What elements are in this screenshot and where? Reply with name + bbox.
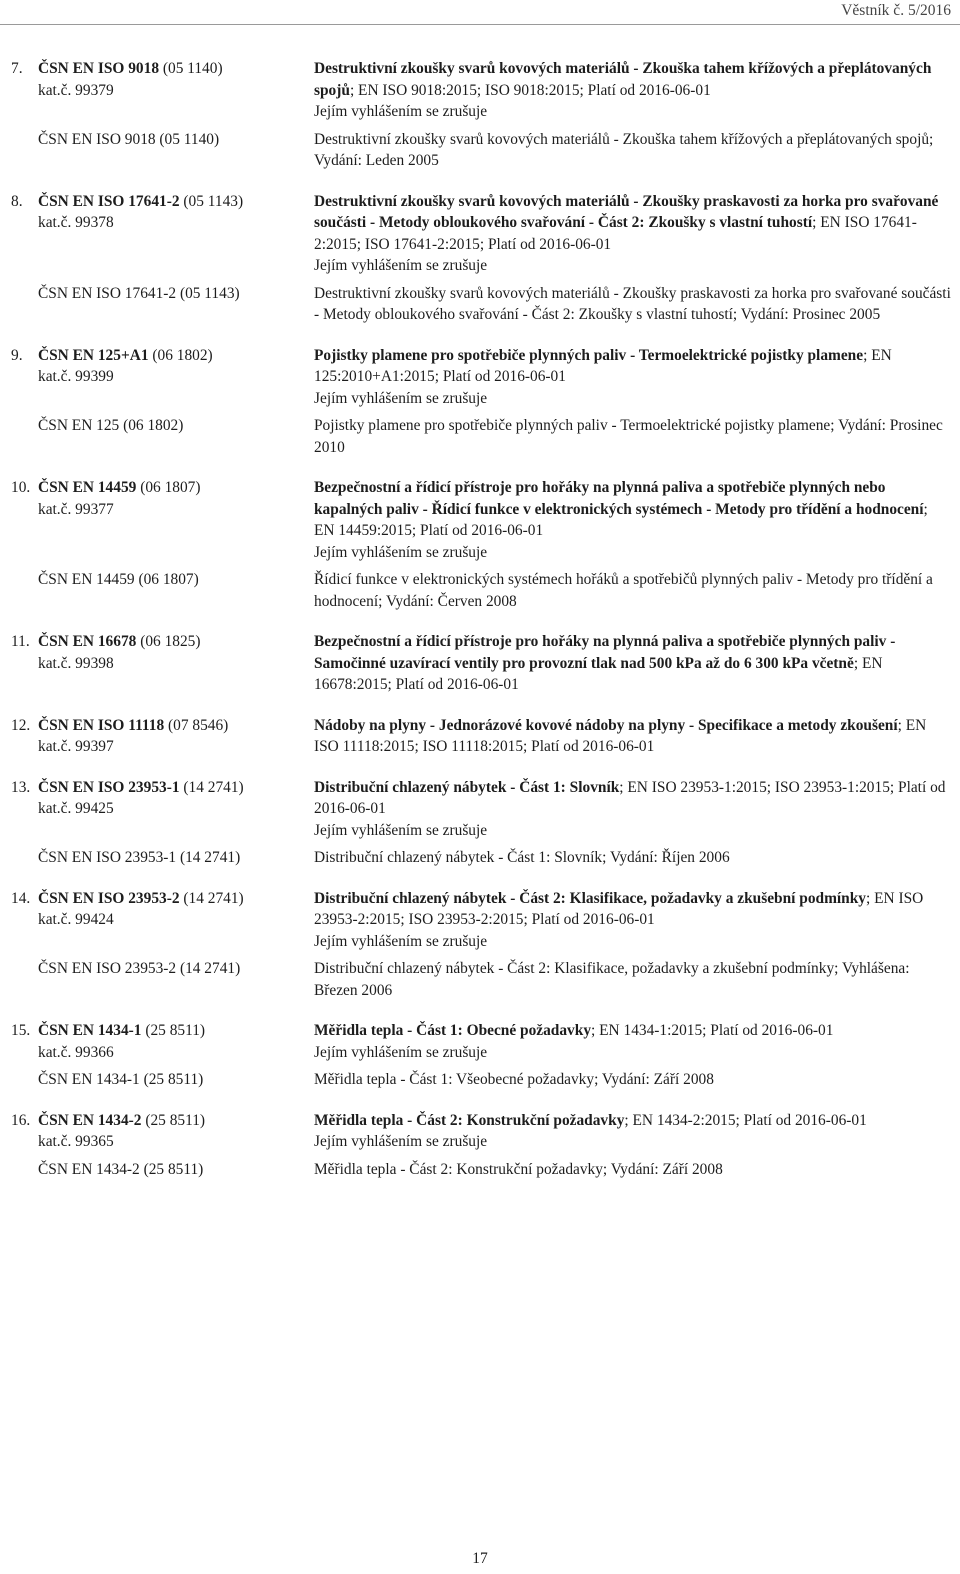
catalog-number: kat.č. 99398 [38, 654, 114, 672]
new-standard-code-line [0, 1110, 314, 1132]
entry-number: 7. [11, 60, 23, 77]
new-standard-code: ČSN EN ISO 23953-1 [38, 778, 180, 796]
new-standard-class: (06 1825) [140, 633, 201, 650]
replaced-standard-row [0, 1069, 960, 1091]
standard-entry [0, 715, 960, 758]
new-standard-class: (06 1802) [152, 346, 213, 364]
new-standard-code-line [0, 345, 314, 367]
new-standard-id [0, 191, 314, 277]
new-standard-text [314, 715, 960, 758]
replaced-standard-description: Pojistky plamene pro spotřebiče plynných paliv - Termoelektrické pojistky plamene; Vydání: Prosinec 2010 [314, 417, 943, 456]
new-standard-text [314, 1110, 960, 1153]
new-standard-class: (05 1143) [183, 192, 244, 210]
entry-number: 16. [11, 1111, 31, 1129]
new-standard-text [314, 777, 960, 842]
standard-details: ; EN 16678:2015; Platí od 2016-06-01 [314, 654, 883, 693]
replaces-note: Jejím vyhlášením se zrušuje [314, 543, 488, 561]
standard-entry [0, 631, 960, 696]
standard-entry [0, 477, 960, 612]
replaces-note: Jejím vyhlášením se zrušuje [314, 257, 488, 274]
new-standard-class: (25 8511) [145, 1111, 206, 1129]
standard-title: Destruktivní zkoušky svarů kovových materiálů - Zkoušky praskavosti za horka pro svařované součásti - Metody obloukového svařování - Část 2: Zkoušky s vlastní tuhostí [314, 192, 939, 231]
replaced-standard-id [0, 1159, 314, 1181]
replaced-standard-code: ČSN EN ISO 9018 (05 1140) [38, 130, 220, 148]
page-number: 17 [472, 1550, 488, 1567]
new-standard-code: ČSN EN ISO 11118 [38, 716, 165, 734]
standard-title: Destruktivní zkoušky svarů kovových materiálů - Zkouška tahem křížových a přeplátovaných spojů [314, 60, 932, 99]
standard-details: ; EN ISO 9018:2015; ISO 9018:2015; Platí od 2016-06-01 [349, 81, 711, 99]
entry-number: 11. [11, 633, 30, 650]
replaced-standard-code: ČSN EN 125 (06 1802) [38, 417, 184, 434]
replaced-standard-id [0, 958, 314, 1001]
new-standard-class: (14 2741) [183, 889, 244, 907]
standard-entry [0, 58, 960, 172]
new-standard-id [0, 58, 314, 123]
journal-issue-title: Věstník č. 5/2016 [841, 2, 951, 19]
replaces-note: Jejím vyhlášením se zrušuje [314, 103, 488, 120]
replaced-standard-description: Destruktivní zkoušky svarů kovových materiálů - Zkoušky praskavosti za horka pro svařované součásti - Metody obloukového svařování - Část 2: Zkoušky s vlastní tuhostí; Vydání: Prosinec 2005 [314, 284, 951, 323]
new-standard-text [314, 345, 960, 410]
entry-number: 14. [11, 889, 31, 907]
catalog-number: kat.č. 99366 [38, 1043, 114, 1061]
replaced-standard-code: ČSN EN ISO 23953-1 (14 2741) [38, 849, 241, 866]
new-standard-id [0, 1020, 314, 1063]
replaced-standard-code: ČSN EN 14459 (06 1807) [38, 571, 199, 588]
new-standard-row [0, 1020, 960, 1063]
entry-number: 10. [11, 479, 31, 496]
entry-number: 13. [11, 778, 31, 796]
new-standard-code: ČSN EN ISO 9018 [38, 60, 160, 77]
new-standard-class: (25 8511) [145, 1022, 206, 1039]
replaced-standard-row [0, 415, 960, 458]
standard-details: ; EN ISO 23953-1:2015; ISO 23953-1:2015; Platí od 2016-06-01 [314, 778, 946, 817]
new-standard-row [0, 888, 960, 953]
replaced-standard-id [0, 847, 314, 869]
replaced-standard-description: Distribuční chlazený nábytek - Část 2: Klasifikace, požadavky a zkušební podmínky; Vyhlášena: Březen 2006 [314, 960, 910, 999]
replaced-standard-description: Měřidla tepla - Část 1: Všeobecné požadavky; Vydání: Září 2008 [314, 1071, 714, 1088]
new-standard-code: ČSN EN ISO 17641-2 [38, 192, 180, 210]
replaced-standard-row [0, 958, 960, 1001]
new-standard-text [314, 888, 960, 953]
standard-title: Měřidla tepla - Část 2: Konstrukční požadavky [314, 1111, 625, 1129]
new-standard-row [0, 631, 960, 696]
standard-title: Bezpečnostní a řídicí přístroje pro hořáky na plynná paliva a spotřebiče plynných paliv - Samočinné uzavírací ventily pro provozní tlak nad 500 kPa až do 6 300 kPa včetně [314, 633, 896, 672]
standard-details: ; EN 1434-2:2015; Platí od 2016-06-01 [624, 1111, 867, 1129]
new-standard-code-line [0, 58, 314, 80]
new-standard-row [0, 1110, 960, 1153]
replaced-standard-code: ČSN EN 1434-2 (25 8511) [38, 1160, 204, 1178]
replaces-note: Jejím vyhlášením se zrušuje [314, 389, 488, 407]
replaced-standard-row [0, 847, 960, 869]
new-standard-id [0, 345, 314, 410]
standard-entry [0, 1110, 960, 1181]
standard-details: ; EN 14459:2015; Platí od 2016-06-01 [314, 500, 928, 539]
replaced-standard-code: ČSN EN ISO 17641-2 (05 1143) [38, 284, 240, 302]
standard-title: Distribuční chlazený nábytek - Část 1: Slovník [314, 778, 620, 796]
catalog-number: kat.č. 99379 [38, 81, 114, 99]
replaced-standard-row [0, 1159, 960, 1181]
entry-number: 8. [11, 192, 23, 210]
new-standard-code: ČSN EN 125+A1 [38, 346, 149, 364]
new-standard-text [314, 477, 960, 563]
new-standard-class: (05 1140) [162, 60, 223, 77]
new-standard-id [0, 631, 314, 696]
replaced-standard-row [0, 569, 960, 612]
new-standard-text [314, 631, 960, 696]
new-standard-id [0, 777, 314, 842]
new-standard-text [314, 58, 960, 123]
new-standard-code: ČSN EN ISO 23953-2 [38, 889, 180, 907]
standard-entry [0, 345, 960, 459]
standard-title: Distribuční chlazený nábytek - Část 2: Klasifikace, požadavky a zkušební podmínky [314, 889, 866, 907]
new-standard-code-line [0, 191, 314, 213]
replaced-standard-code: ČSN EN 1434-1 (25 8511) [38, 1071, 204, 1088]
standards-list [0, 58, 960, 1199]
standard-entry [0, 777, 960, 869]
new-standard-text [314, 1020, 960, 1063]
standard-details: ; EN 125:2010+A1:2015; Platí od 2016-06-01 [314, 346, 892, 385]
new-standard-row [0, 777, 960, 842]
replaced-standard-description: Měřidla tepla - Část 2: Konstrukční požadavky; Vydání: Září 2008 [314, 1160, 723, 1178]
entry-number: 15. [11, 1022, 31, 1039]
new-standard-id [0, 888, 314, 953]
standard-title: Pojistky plamene pro spotřebiče plynných paliv - Termoelektrické pojistky plamene [314, 346, 864, 364]
replaces-note: Jejím vyhlášením se zrušuje [314, 821, 488, 839]
new-standard-class: (14 2741) [183, 778, 244, 796]
new-standard-text [314, 191, 960, 277]
standard-details: ; EN ISO 11118:2015; ISO 11118:2015; Platí od 2016-06-01 [314, 716, 927, 755]
standard-title: Bezpečnostní a řídicí přístroje pro hořáky na plynná paliva a spotřebiče plynných nebo kapalných paliv - Řídicí funkce v elektronických systémech - Metody pro třídění a hodnocení [314, 479, 924, 518]
replaced-standard-id [0, 415, 314, 458]
new-standard-code: ČSN EN 16678 [38, 633, 137, 650]
replaced-standard-row [0, 283, 960, 326]
new-standard-class: (07 8546) [168, 716, 229, 734]
new-standard-row [0, 58, 960, 123]
new-standard-code: ČSN EN 14459 [38, 479, 137, 496]
replaces-note: Jejím vyhlášením se zrušuje [314, 1043, 488, 1061]
standard-title: Nádoby na plyny - Jednorázové kovové nádoby na plyny - Specifikace a metody zkoušení [314, 716, 898, 734]
replaced-standard-row [0, 129, 960, 172]
new-standard-id [0, 715, 314, 758]
new-standard-code: ČSN EN 1434-1 [38, 1022, 142, 1039]
catalog-number: kat.č. 99425 [38, 800, 114, 817]
replaced-standard-description: Distribuční chlazený nábytek - Část 1: Slovník; Vydání: Říjen 2006 [314, 849, 730, 866]
replaced-standard-code: ČSN EN ISO 23953-2 (14 2741) [38, 960, 241, 977]
replaces-note: Jejím vyhlášením se zrušuje [314, 1133, 488, 1150]
catalog-number: kat.č. 99365 [38, 1133, 114, 1150]
new-standard-code-line [0, 888, 314, 910]
new-standard-code-line [0, 777, 314, 799]
standard-title: Měřidla tepla - Část 1: Obecné požadavky [314, 1022, 592, 1039]
standard-details: ; EN 1434-1:2015; Platí od 2016-06-01 [591, 1022, 834, 1039]
new-standard-id [0, 1110, 314, 1153]
new-standard-row [0, 715, 960, 758]
new-standard-code-line [0, 477, 314, 499]
standard-entry [0, 1020, 960, 1091]
replaces-note: Jejím vyhlášením se zrušuje [314, 932, 488, 950]
new-standard-row [0, 191, 960, 277]
catalog-number: kat.č. 99397 [38, 738, 114, 755]
new-standard-row [0, 345, 960, 410]
catalog-number: kat.č. 99399 [38, 368, 114, 385]
new-standard-code-line [0, 631, 314, 653]
new-standard-code-line [0, 715, 314, 737]
replaced-standard-description: Řídicí funkce v elektronických systémech hořáků a spotřebičů plynných paliv - Metody pro třídění a hodnocení; Vydání: Červen 2008 [314, 571, 933, 610]
new-standard-code-line [0, 1020, 314, 1042]
replaced-standard-description: Destruktivní zkoušky svarů kovových materiálů - Zkouška tahem křížových a přeplátovaných spojů; Vydání: Leden 2005 [314, 130, 934, 169]
standard-entry [0, 888, 960, 1002]
page-header [0, 0, 960, 25]
entry-number: 9. [11, 346, 23, 364]
catalog-number: kat.č. 99377 [38, 500, 114, 518]
standard-details: ; EN ISO 17641-2:2015; ISO 17641-2:2015; Platí od 2016-06-01 [314, 214, 917, 253]
new-standard-class: (06 1807) [140, 479, 201, 496]
replaced-standard-id [0, 129, 314, 172]
new-standard-code: ČSN EN 1434-2 [38, 1111, 142, 1129]
new-standard-row [0, 477, 960, 563]
standard-entry [0, 191, 960, 326]
entry-number: 12. [11, 716, 31, 734]
catalog-number: kat.č. 99378 [38, 214, 114, 231]
standard-details: ; EN ISO 23953-2:2015; ISO 23953-2:2015; Platí od 2016-06-01 [314, 889, 924, 928]
replaced-standard-id [0, 569, 314, 612]
catalog-number: kat.č. 99424 [38, 911, 114, 928]
new-standard-id [0, 477, 314, 563]
replaced-standard-id [0, 1069, 314, 1091]
replaced-standard-id [0, 283, 314, 326]
